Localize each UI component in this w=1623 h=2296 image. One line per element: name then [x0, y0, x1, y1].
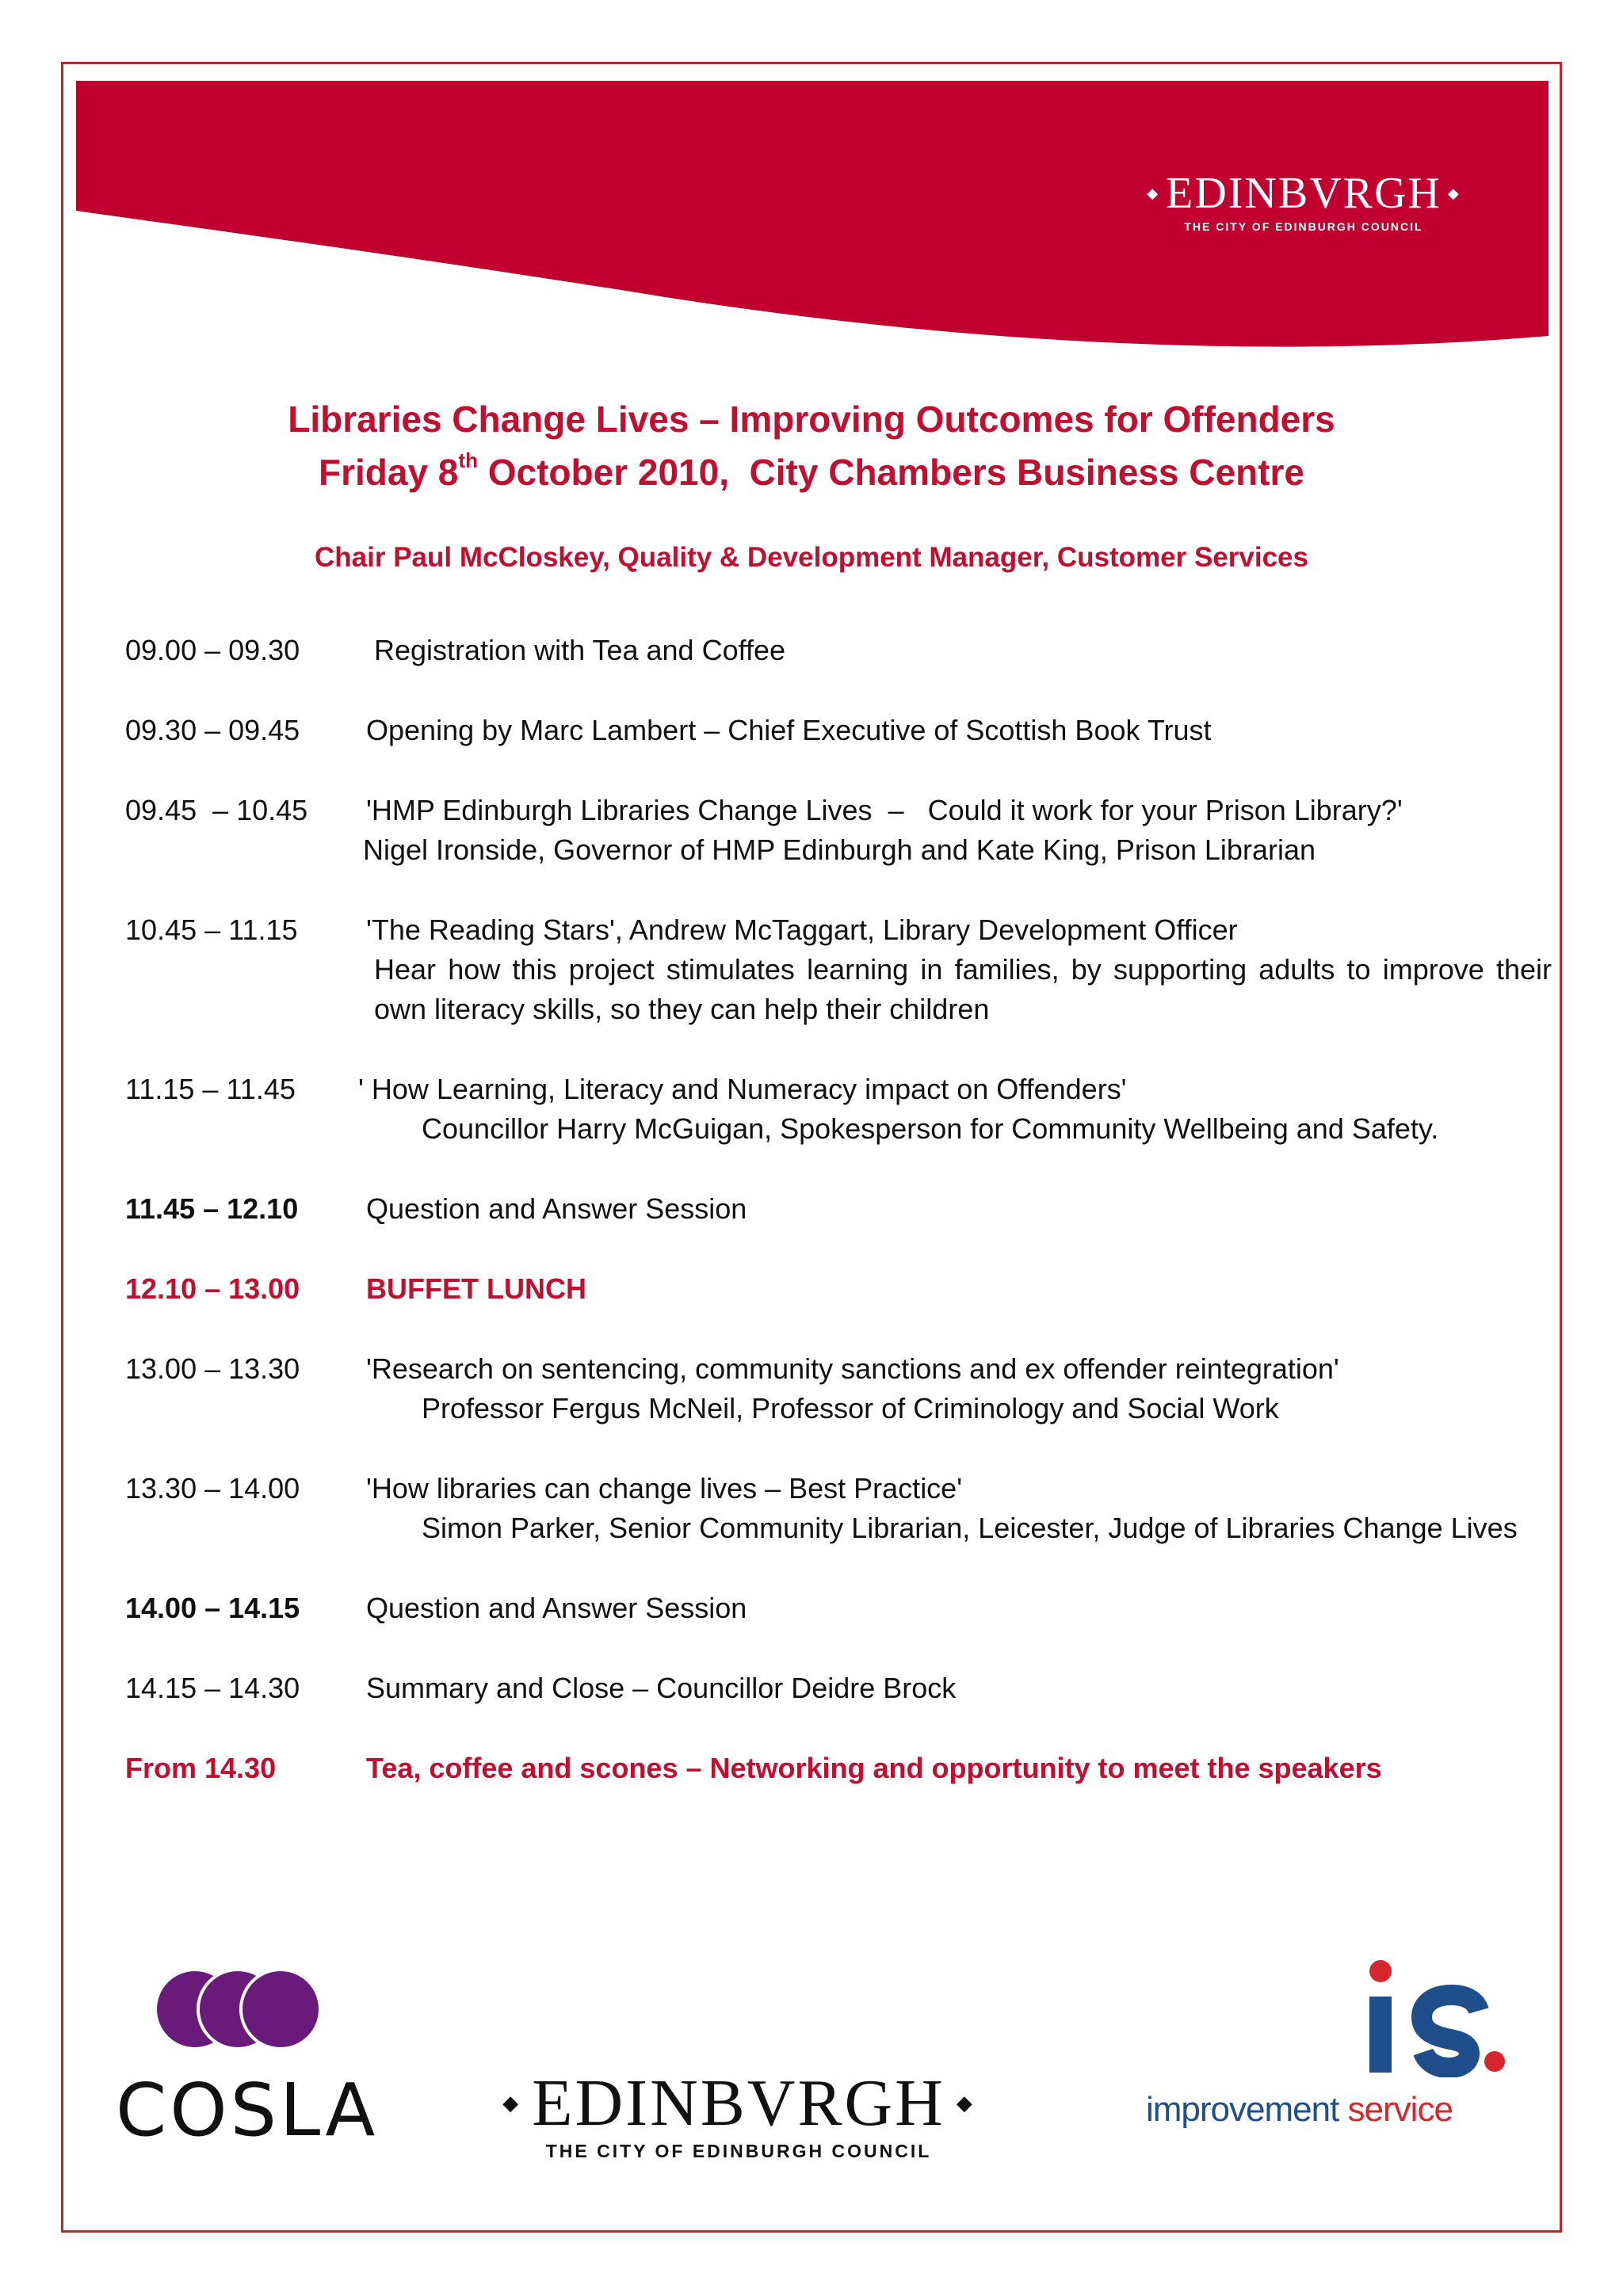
agenda-time: 13.00 – 13.30	[125, 1352, 300, 1385]
agenda-description: Hear how this project stimulates learning in families, by supporting adults to improve their own literacy skills, so they can help their children	[374, 953, 1552, 1025]
agenda-item: Question and Answer Session	[366, 1592, 747, 1624]
header-edinburgh-logo: ◆ EDINBVRGH ◆ THE CITY OF EDINBURGH COUNCIL	[1133, 170, 1474, 233]
agenda-time: 14.00 – 14.15	[125, 1592, 300, 1624]
agenda-speaker: Councillor Harry McGuigan, Spokesperson for Community Wellbeing and Safety.	[422, 1112, 1439, 1145]
agenda-item: ' How Learning, Literacy and Numeracy impact on Offenders'	[358, 1073, 1127, 1105]
service-word: service	[1347, 2090, 1453, 2129]
agenda-item: Tea, coffee and scones – Networking and opportunity to meet the speakers	[366, 1752, 1382, 1784]
improvement-service-logo	[1146, 1958, 1510, 2133]
agenda-item: Registration with Tea and Coffee	[374, 634, 785, 666]
event-title: Libraries Change Lives – Improving Outcomes for Offenders	[288, 399, 1335, 440]
agenda-time: 11.45 – 12.10	[125, 1192, 299, 1225]
event-date-venue	[0, 446, 1623, 498]
event-date-day: Friday 8	[318, 452, 459, 493]
agenda-item: Summary and Close – Councillor Deidre Brock	[366, 1672, 957, 1704]
footer-logo-subtitle: THE CITY OF EDINBURGH COUNCIL	[545, 2141, 932, 2161]
agenda-item: BUFFET LUNCH	[366, 1272, 586, 1305]
cosla-logo-text: COSLA	[116, 2068, 379, 2153]
agenda-item: 'The Reading Stars', Andrew McTaggart, Library Development Officer	[366, 913, 1238, 946]
agenda-item: 'Research on sentencing, community sanctions and ex offender reintegration'	[366, 1352, 1339, 1385]
footer-edinburgh-logo: ◆ EDINBVRGH ◆ THE CITY OF EDINBURGH COUNCIL	[485, 2068, 992, 2162]
event-chair: Chair Paul McCloskey, Quality & Development Manager, Customer Services	[315, 542, 1308, 573]
agenda-time: 09.00 – 09.30	[125, 634, 300, 666]
agenda-item: Question and Answer Session	[366, 1192, 747, 1225]
agenda-time: 09.30 – 09.45	[125, 714, 300, 746]
agenda-speaker: Simon Parker, Senior Community Librarian, Leicester, Judge of Libraries Change Lives	[422, 1512, 1518, 1544]
agenda-item: Opening by Marc Lambert – Chief Executive of Scottish Book Trust	[366, 714, 1212, 746]
header-logo-subtitle: THE CITY OF EDINBURGH COUNCIL	[1184, 220, 1423, 233]
agenda-time: 10.45 – 11.15	[125, 913, 298, 946]
improvement-word: improvement	[1146, 2090, 1339, 2129]
agenda-time: 14.15 – 14.30	[125, 1672, 300, 1704]
agenda-time: 11.15 – 11.45	[125, 1073, 296, 1105]
improvement-service-tagline	[1146, 2090, 1453, 2130]
agenda-speaker: Professor Fergus McNeil, Professor of Criminology and Social Work	[422, 1392, 1279, 1425]
is-mark-icon	[1366, 1958, 1509, 2077]
agenda-item: 'How libraries can change lives – Best Practice'	[366, 1472, 963, 1505]
agenda-time: 09.45 – 10.45	[125, 794, 308, 826]
cosla-logo	[116, 1968, 379, 2153]
header-logo-wordmark: EDINBVRGH	[1166, 169, 1442, 218]
agenda-time: 13.30 – 14.00	[125, 1472, 300, 1505]
cosla-circles-icon	[151, 1968, 333, 2055]
event-date-ordinal: th	[458, 448, 478, 472]
agenda-item: 'HMP Edinburgh Libraries Change Lives – Could it work for your Prison Library?'	[366, 794, 1403, 826]
agenda-speaker: Nigel Ironside, Governor of HMP Edinburgh and Kate King, Prison Librarian	[363, 833, 1316, 866]
footer-logo-wordmark: EDINBVRGH	[532, 2066, 945, 2140]
agenda-time: From 14.30	[125, 1752, 277, 1784]
agenda-time: 12.10 – 13.00	[125, 1272, 300, 1305]
event-date-rest: October 2010, City Chambers Business Centre	[477, 452, 1304, 493]
